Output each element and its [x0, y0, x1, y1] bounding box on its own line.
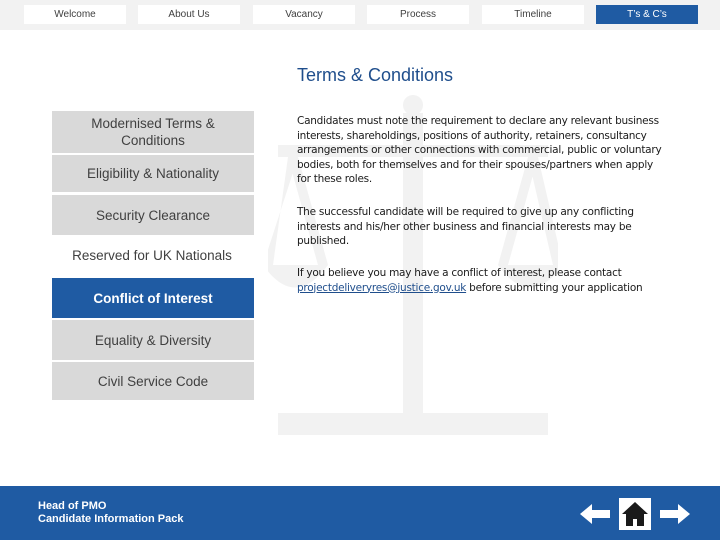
- contact-email-link[interactable]: projectdeliveryres@justice.gov.uk: [297, 281, 467, 294]
- sidebar-item-label: Security Clearance: [95, 207, 211, 223]
- sidebar-item-label: Eligibility & Nationality: [86, 166, 220, 181]
- page-title: Terms & Conditions: [297, 65, 454, 85]
- sidebar-item-label: Conflict of Interest: [93, 290, 213, 306]
- sidebar-item-civil-service-code[interactable]: [52, 362, 254, 400]
- paragraph-declaration: Candidates must note the requirement to declare any relevant business interests, shareholdings, positions of authority, retainers, consultancy arrangements or other connections with commercial, public or voluntary bodies, both for themselves and for their spouses/partners when apply for these roles.: [297, 115, 662, 186]
- footer-caption: [38, 500, 183, 526]
- paragraph-conflicting-interests: The successful candidate will be required to give up any conflicting interests and his/her other business and financial interests may be published.: [297, 206, 634, 248]
- tab-process[interactable]: Process: [367, 5, 469, 24]
- tab-about-us[interactable]: About Us: [138, 5, 240, 24]
- sidebar-item-label: Reserved for UK Nationals: [72, 248, 232, 263]
- top-nav-bar: [0, 0, 720, 30]
- sidebar-item-modernised-terms[interactable]: [52, 111, 254, 153]
- contact-text-before: If you believe you may have a conflict of interest, please contact: [297, 267, 622, 279]
- sidebar-item-label: Modernised Terms & Conditions: [91, 116, 215, 148]
- sidebar-item-equality-diversity[interactable]: [52, 320, 254, 360]
- tab-ts-and-cs[interactable]: T’s & C’s: [596, 5, 698, 24]
- tab-timeline[interactable]: Timeline: [482, 5, 584, 24]
- sidebar-item-reserved-uk-nationals[interactable]: [52, 248, 252, 263]
- home-icon[interactable]: [618, 497, 652, 531]
- tab-welcome[interactable]: Welcome: [24, 5, 126, 24]
- forward-arrow-icon[interactable]: [658, 497, 692, 531]
- tab-vacancy[interactable]: Vacancy: [253, 5, 355, 24]
- sidebar-item-label: Equality & Diversity: [94, 332, 212, 348]
- sidebar-item-eligibility[interactable]: [52, 155, 254, 192]
- sidebar-item-label: Civil Service Code: [97, 373, 209, 389]
- footer-pack-name: Candidate Information Pack: [38, 513, 184, 525]
- sidebar-item-security-clearance[interactable]: [52, 195, 254, 235]
- footer-role: Head of PMO: [38, 500, 107, 512]
- contact-text-after: before submitting your application: [466, 281, 643, 294]
- back-arrow-icon[interactable]: [578, 497, 612, 531]
- sidebar-item-conflict-of-interest[interactable]: [52, 278, 254, 318]
- paragraph-contact: [297, 266, 667, 295]
